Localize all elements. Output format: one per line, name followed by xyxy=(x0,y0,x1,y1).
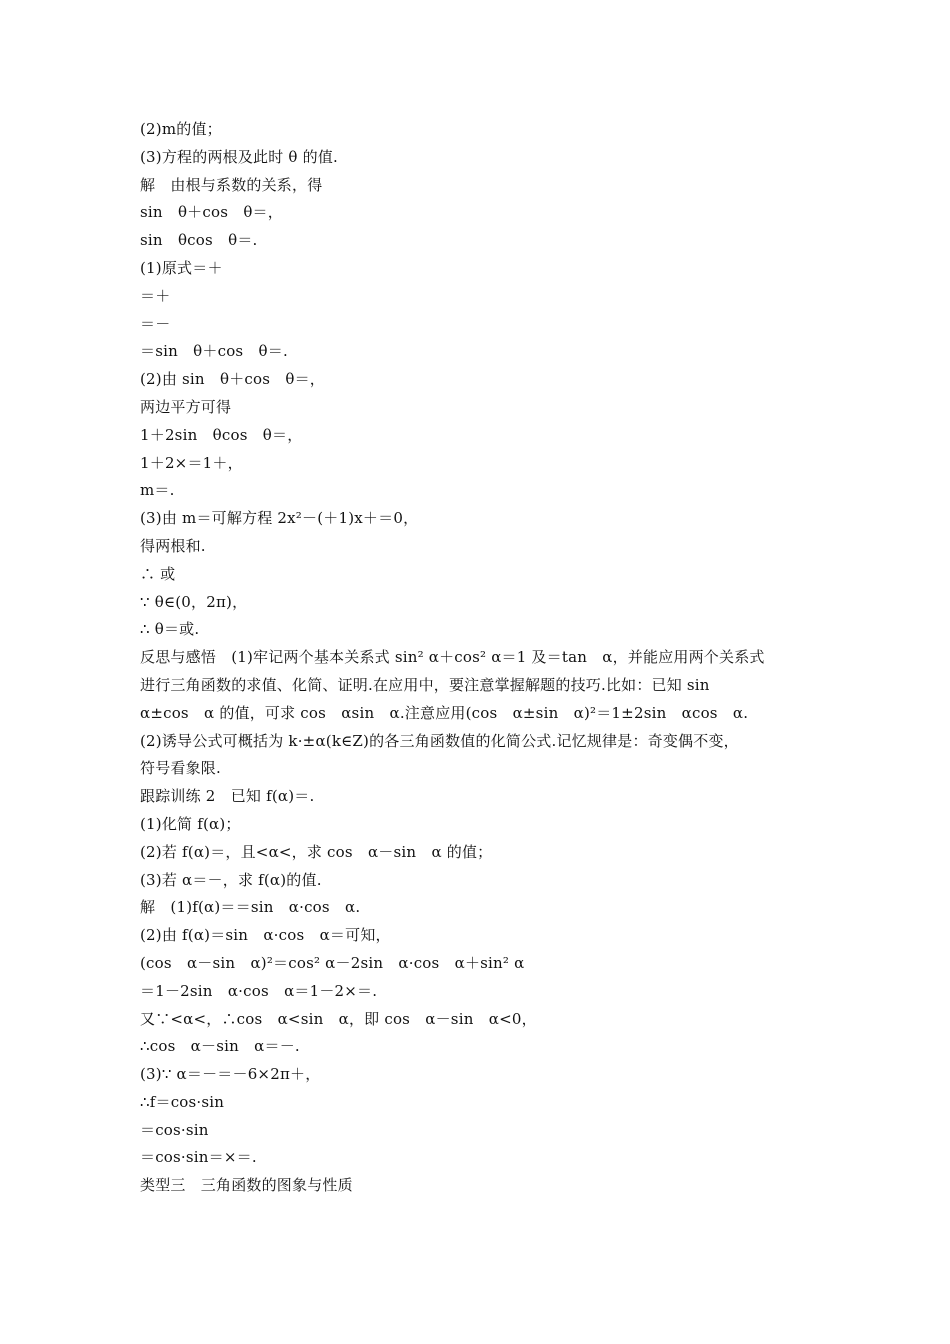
text-line: ＝＋ xyxy=(140,286,171,305)
text-line: (cos α－sin α)²＝cos² α－2sin α·cos α＋sin² α xyxy=(140,953,525,972)
text-line: sin θcos θ＝. xyxy=(140,231,258,250)
text-line: 两边平方可得 xyxy=(140,397,232,416)
text-line: (2)由 sin θ＋cos θ＝， xyxy=(140,370,325,389)
text-line: ∵ θ∈(0，2π)， xyxy=(140,592,248,611)
text-line: ＝cos·sin＝×＝. xyxy=(140,1148,257,1167)
text-line: 符号看象限. xyxy=(140,759,221,778)
document-body xyxy=(140,116,830,1200)
text-line: (3)∵ α＝－＝－6×2π＋， xyxy=(140,1065,321,1084)
text-line: (1)原式＝＋ xyxy=(140,258,223,277)
section-heading-line: 类型三 三角函数的图象与性质 xyxy=(140,1176,353,1195)
text-line: ＝cos·sin xyxy=(140,1120,209,1139)
text-line: 解 (1)f(α)＝＝sin α·cos α. xyxy=(140,898,361,917)
text-line: 1＋2×＝1＋， xyxy=(140,453,243,472)
text-line: (2)m的值； xyxy=(140,120,222,138)
text-line: (2)若 f(α)＝，且<α<，求 cos α－sin α 的值； xyxy=(140,842,493,861)
text-line: 进行三角函数的求值、化简、证明.在应用中，要注意掌握解题的技巧.比如：已知 sin xyxy=(140,675,710,694)
text-line: ＝－ xyxy=(140,314,171,333)
text-line: m＝. xyxy=(140,481,175,500)
text-line: ∴cos α－sin α＝－. xyxy=(140,1037,300,1056)
text-line: α±cos α 的值，可求 cos αsin α.注意应用(cos α±sin α)²＝1±2sin αcos α. xyxy=(140,703,749,722)
text-line: ∴ 或 xyxy=(140,564,176,583)
text-line: ∴f＝cos·sin xyxy=(140,1092,225,1111)
text-line: 得两根和. xyxy=(140,536,206,555)
text-line: (3)若 α＝－，求 f(α)的值. xyxy=(140,870,322,889)
text-line: (2)由 f(α)＝sin α·cos α＝可知， xyxy=(140,926,391,945)
text-line: ＝sin θ＋cos θ＝. xyxy=(140,342,288,361)
exercise-heading-line: 跟踪训练 2 已知 f(α)＝. xyxy=(140,787,315,806)
text-line: (3)由 m＝可解方程 2x²－(＋1)x＋＝0， xyxy=(140,509,419,528)
text-line: ∴ θ＝或. xyxy=(140,620,200,639)
text-line: (2)诱导公式可概括为 k·±α(k∈Z)的各三角函数值的化简公式.记忆规律是：奇变偶不变， xyxy=(140,731,739,750)
reflection-heading-line: 反思与感悟 (1)牢记两个基本关系式 sin² α＋cos² α＝1 及＝tan α，并能应用两个关系式 xyxy=(140,648,765,667)
text-line: ＝1－2sin α·cos α＝1－2×＝. xyxy=(140,981,378,1000)
text-line: (3)方程的两根及此时 θ 的值. xyxy=(140,147,338,166)
text-line: 解 由根与系数的关系，得 xyxy=(140,175,323,194)
text-line: sin θ＋cos θ＝， xyxy=(140,203,283,222)
text-line: 1＋2sin θcos θ＝， xyxy=(140,425,303,444)
text-line: 又∵<α<，∴cos α<sin α，即 cos α－sin α<0， xyxy=(140,1009,537,1028)
text-line: (1)化简 f(α)； xyxy=(140,814,241,833)
